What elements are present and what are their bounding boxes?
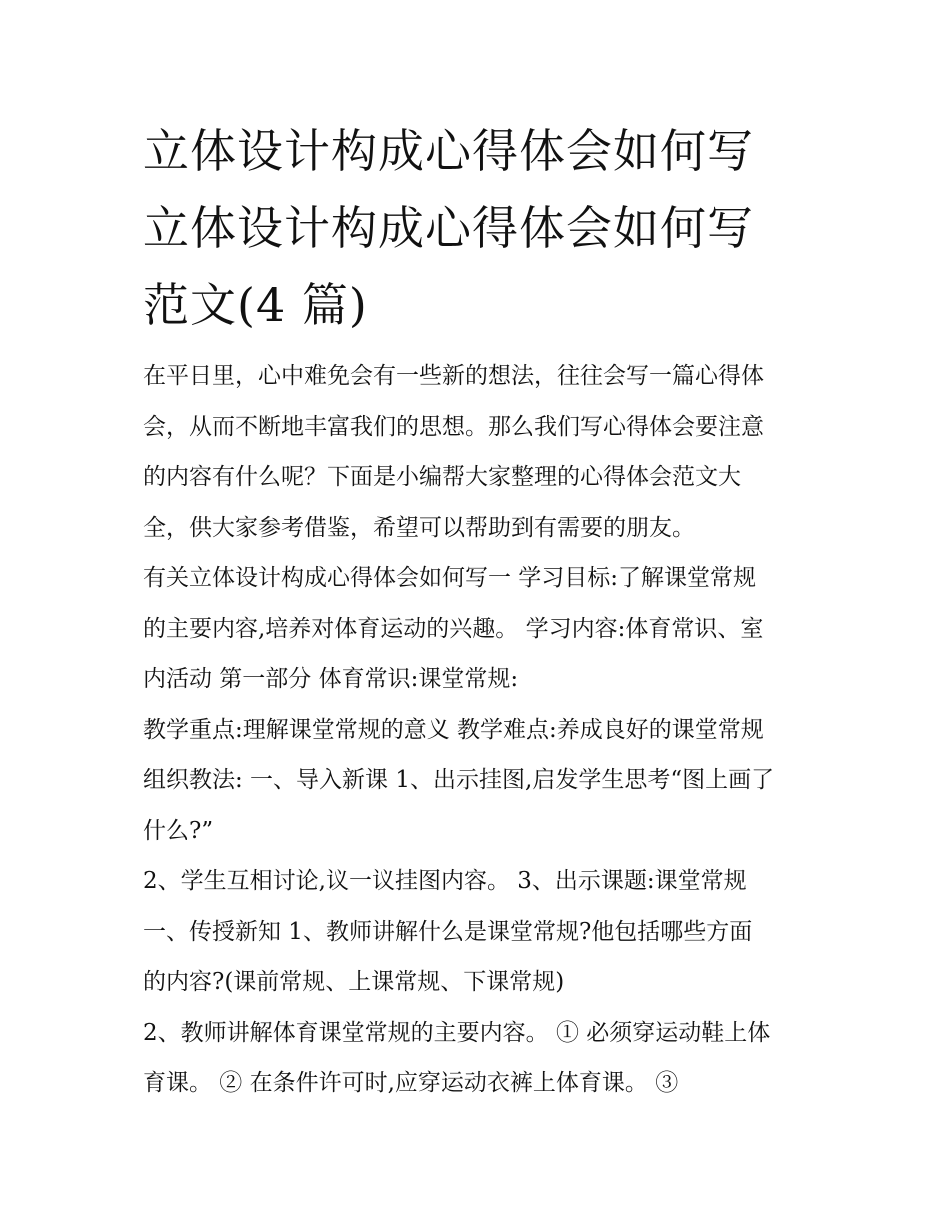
title-line: 立体设计构成心得体会如何写: [143, 201, 754, 255]
body-line: 内活动 第一部分 体育常识:课堂常规:: [143, 666, 519, 692]
body-line: 全，供大家参考借鉴，希望可以帮助到有需要的朋友。: [143, 514, 695, 541]
body-line: 的主要内容,培养对体育运动的兴趣。 学习内容:体育常识、室: [143, 615, 764, 642]
body-line: 2、学生互相讨论,议一议挂图内容。 3、出示课题:课堂常规: [143, 868, 747, 894]
body-line: 会，从而不断地丰富我们的思想。那么我们写心得体会要注意: [143, 413, 764, 440]
title-line: 范文(4 篇): [143, 278, 368, 332]
document-page: [143, 113, 823, 1109]
document-title: [143, 113, 823, 344]
body-line: 一、传授新知 1、教师讲解什么是课堂常规?他包括哪些方面: [143, 918, 753, 945]
body-line: 有关立体设计构成心得体会如何写一 学习目标:了解课堂常规: [143, 565, 757, 591]
body-line: 的内容有什么呢？下面是小编帮大家整理的心得体会范文大: [143, 464, 741, 490]
title-line: 立体设计构成心得体会如何写: [143, 124, 754, 178]
body-line: 2、教师讲解体育课堂常规的主要内容。 ① 必须穿运动鞋上体: [143, 1019, 771, 1046]
body-line: 教学重点:理解课堂常规的意义 教学难点:养成良好的课堂常规: [143, 716, 764, 743]
body-line: 在平日里，心中难免会有一些新的想法，往往会写一篇心得体: [143, 363, 764, 389]
body-line: 的内容?(课前常规、上课常规、下课常规): [143, 969, 565, 995]
body-line: 育课。 ② 在条件许可时,应穿运动衣裤上体育课。 ③: [143, 1070, 679, 1096]
body-line: 组织教法: 一、导入新课 1、出示挂图,启发学生思考“图上画了: [143, 767, 775, 793]
body-line: 什么?”: [143, 817, 214, 844]
document-body: [143, 351, 823, 1109]
